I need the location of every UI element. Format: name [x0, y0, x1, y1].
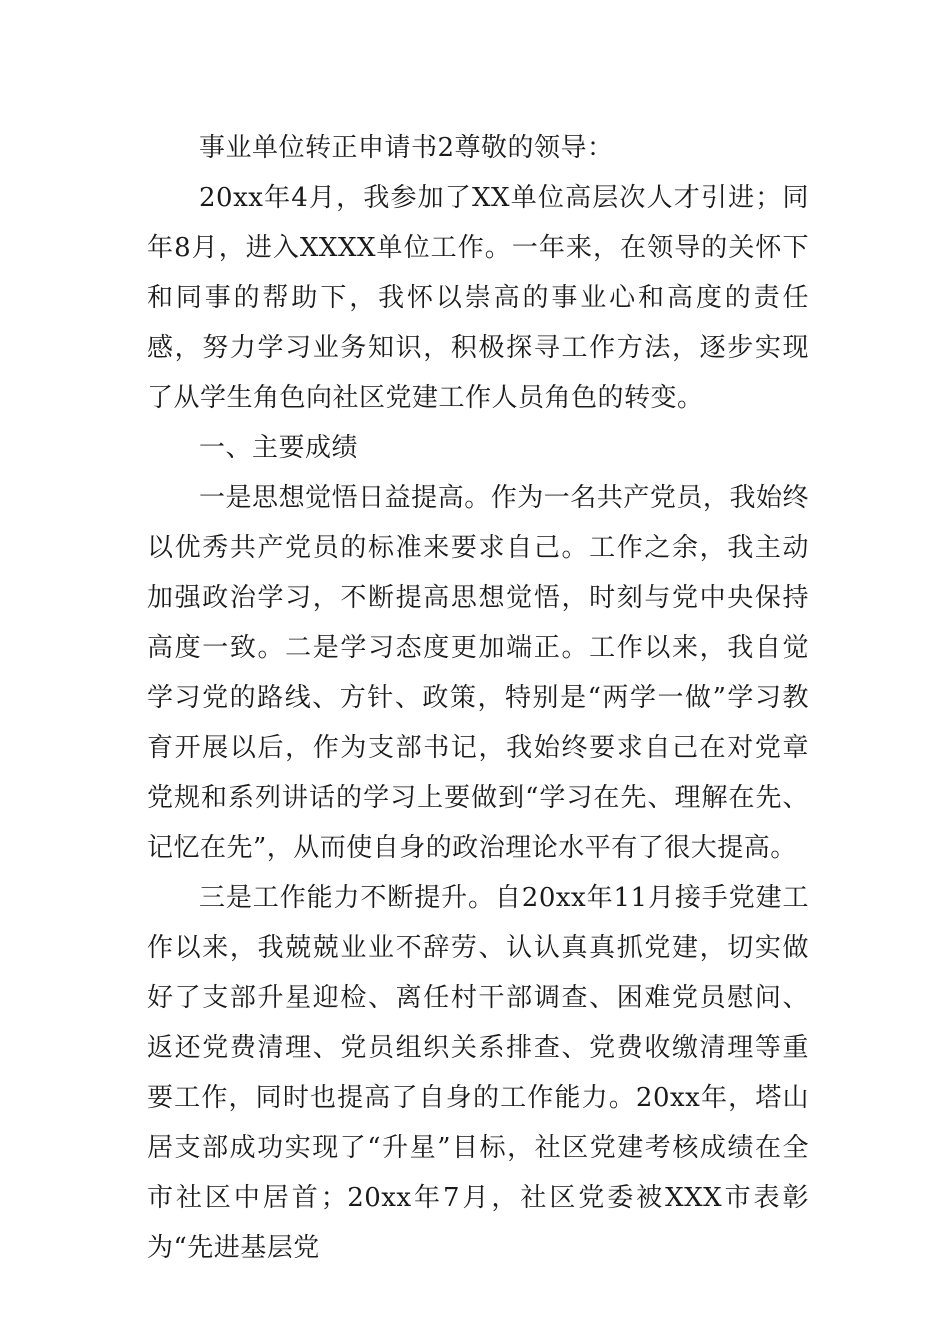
paragraph-work-ability: 三是工作能力不断提升。自20xx年11月接手党建工作以来，我兢兢业业不辞劳、认认真真抓党建，切实做好了支部升星迎检、离任村干部调查、困难党员慰问、返还党费清理、党员组织关系排查、党费收缴清理等重要工作，同时也提高了自身的工作能力。20xx年，塔山居支部成功实现了“升星”目标，社区党建考核成绩在全市社区中居首；20xx年7月，社区党委被XXX市表彰为“先进基层党	[147, 883, 809, 1263]
paragraph-intro: 20xx年4月，我参加了XX单位高层次人才引进；同年8月，进入XXXX单位工作。一年来，在领导的关怀下和同事的帮助下，我怀以崇高的事业心和高度的责任感，努力学习业务知识，积极探寻工作方法，逐步实现了从学生角色向社区党建工作人员角色的转变。	[147, 183, 809, 413]
document-title-line: 事业单位转正申请书2尊敬的领导：	[199, 133, 614, 163]
paragraph-ideology-and-study: 一是思想觉悟日益提高。作为一名共产党员，我始终以优秀共产党员的标准来要求自己。工作之余，我主动加强政治学习，不断提高思想觉悟，时刻与党中央保持高度一致。二是学习态度更加端正。工作以来，我自觉学习党的路线、方针、政策，特别是“两学一做”学习教育开展以后，作为支部书记，我始终要求自己在对党章党规和系列讲话的学习上要做到“学习在先、理解在先、记忆在先”，从而使自身的政治理论水平有了很大提高。	[147, 483, 809, 863]
section-heading-main-achievements: 一、主要成绩	[199, 433, 359, 463]
document-body	[147, 123, 809, 1273]
